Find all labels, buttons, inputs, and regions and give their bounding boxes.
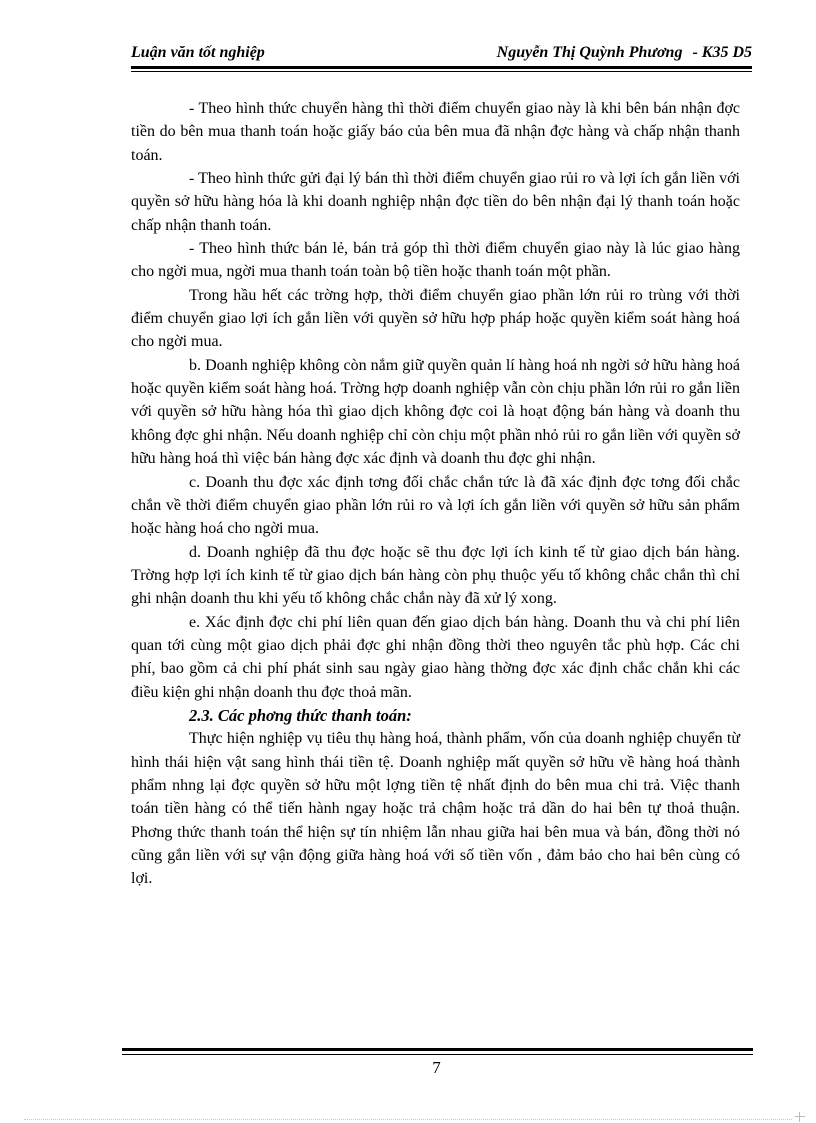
header-author: Nguyễn Thị Quỳnh Phương	[496, 44, 683, 61]
footer-rule-thick	[122, 1048, 753, 1051]
paragraph: Trong hầu hết các trờng hợp, thời điểm chuyển giao phần lớn rủi ro trùng với thời điểm chuyển giao lợi ích gắn liền với quyền sở hữu hợp pháp hoặc quyền kiểm soát hàng hoá cho ngời mua.	[131, 286, 740, 351]
header-rule-thick	[131, 66, 752, 69]
paragraph: Thực hiện nghiệp vụ tiêu thụ hàng hoá, thành phẩm, vốn của doanh nghiệp chuyển từ hình thái hiện vật sang hình thái tiền tệ. Doanh nghiệp mất quyền sở hữu về hàng hoá thành phẩm nhng lại đợc quyền sở hữu một lợng tiền tệ nhất định do bên mua chi trả. Việc thanh toán tiền hàng có thể tiến hành ngay hoặc trả chậm hoặc trả dần do hai bên tự thoả thuận. Phơng thức thanh toán thể hiện sự tín nhiệm lẫn nhau giữa hai bên mua và bán, đồng thời nó cũng gắn liền với sự vận động giữa hàng hoá với số tiền vốn , đảm bảo cho hai bên cùng có lợi.	[131, 730, 740, 888]
header-class-code: - K35 D5	[692, 44, 752, 61]
paragraph: - Theo hình thức gửi đại lý bán thì thời điểm chuyển giao rủi ro và lợi ích gắn liền với quyền sở hữu hàng hóa là khi doanh nghiệp nhận đợc tiền do bên nhận đại lý thanh toán hoặc chấp nhận thanh toán.	[131, 170, 740, 234]
section-heading: 2.3. Các phơng thức thanh toán:	[189, 705, 412, 725]
header-author-block	[497, 44, 752, 62]
crop-mark-icon	[795, 1112, 805, 1122]
page-number: 7	[432, 1058, 441, 1077]
paragraph: - Theo hình thức bán lẻ, bán trả góp thì thời điểm chuyển giao này là lúc giao hàng cho ngời mua, ngời mua thanh toán toàn bộ tiền hoặc thanh toán một phần.	[131, 240, 740, 281]
paragraph: d. Doanh nghiệp đã thu đợc hoặc sẽ thu đợc lợi ích kinh tế từ giao dịch bán hàng. Trờng hợp lợi ích kinh tế từ giao dịch bán hàng còn phụ thuộc yếu tố không chắc chắn thì chỉ ghi nhận doanh thu khi yếu tố không chắc chắn này đã xử lý xong.	[131, 543, 740, 608]
paragraph: b. Doanh nghiệp không còn nắm giữ quyền quản lí hàng hoá nh ngời sở hữu hàng hoá hoặc quyền kiểm soát hàng hoá. Trờng hợp doanh nghiệp vẫn còn chịu phần lớn rủi ro gắn liền với quyền sở hữu hàng hóa thì giao dịch không đợc coi là hoạt động bán hàng và doanh thu không đợc ghi nhận. Nếu doanh nghiệp chỉ còn chịu một phần nhỏ rủi ro gắn liền với quyền sở hữu hàng hoá thì việc bán hàng đợc xác định và doanh thu đợc ghi nhận.	[131, 356, 740, 468]
body-text	[131, 97, 740, 891]
footer-rule-thin	[122, 1054, 753, 1055]
paragraph: e. Xác định đợc chi phí liên quan đến giao dịch bán hàng. Doanh thu và chi phí liên quan tới cùng một giao dịch phải đợc ghi nhận đồng thời theo nguyên tắc phù hợp. Các chi phí, bao gồm cả chi phí phát sinh sau ngày giao hàng thờng đợc xác định chắc chắn khi các điều kiện ghi nhận doanh thu đợc thoả mãn.	[131, 613, 740, 701]
header-rule-thin	[131, 71, 752, 72]
paragraph: c. Doanh thu đợc xác định tơng đối chắc chắn tức là đã xác định đợc tơng đối chắc chắn về thời điểm chuyển giao phần lớn rủi ro và lợi ích gắn liền với quyền sở hữu sản phẩm hoặc hàng hoá cho ngời mua.	[131, 473, 740, 538]
header-thesis-title: Luận văn tốt nghiệp	[131, 44, 265, 61]
page-edge-dotted-line	[24, 1119, 792, 1120]
page-header	[131, 44, 752, 62]
paragraph: - Theo hình thức chuyển hàng thì thời điểm chuyển giao này là khi bên bán nhận đợc tiền do bên mua thanh toán hoặc giấy báo của bên mua đã nhận đợc hàng và chấp nhận thanh toán.	[131, 100, 740, 164]
